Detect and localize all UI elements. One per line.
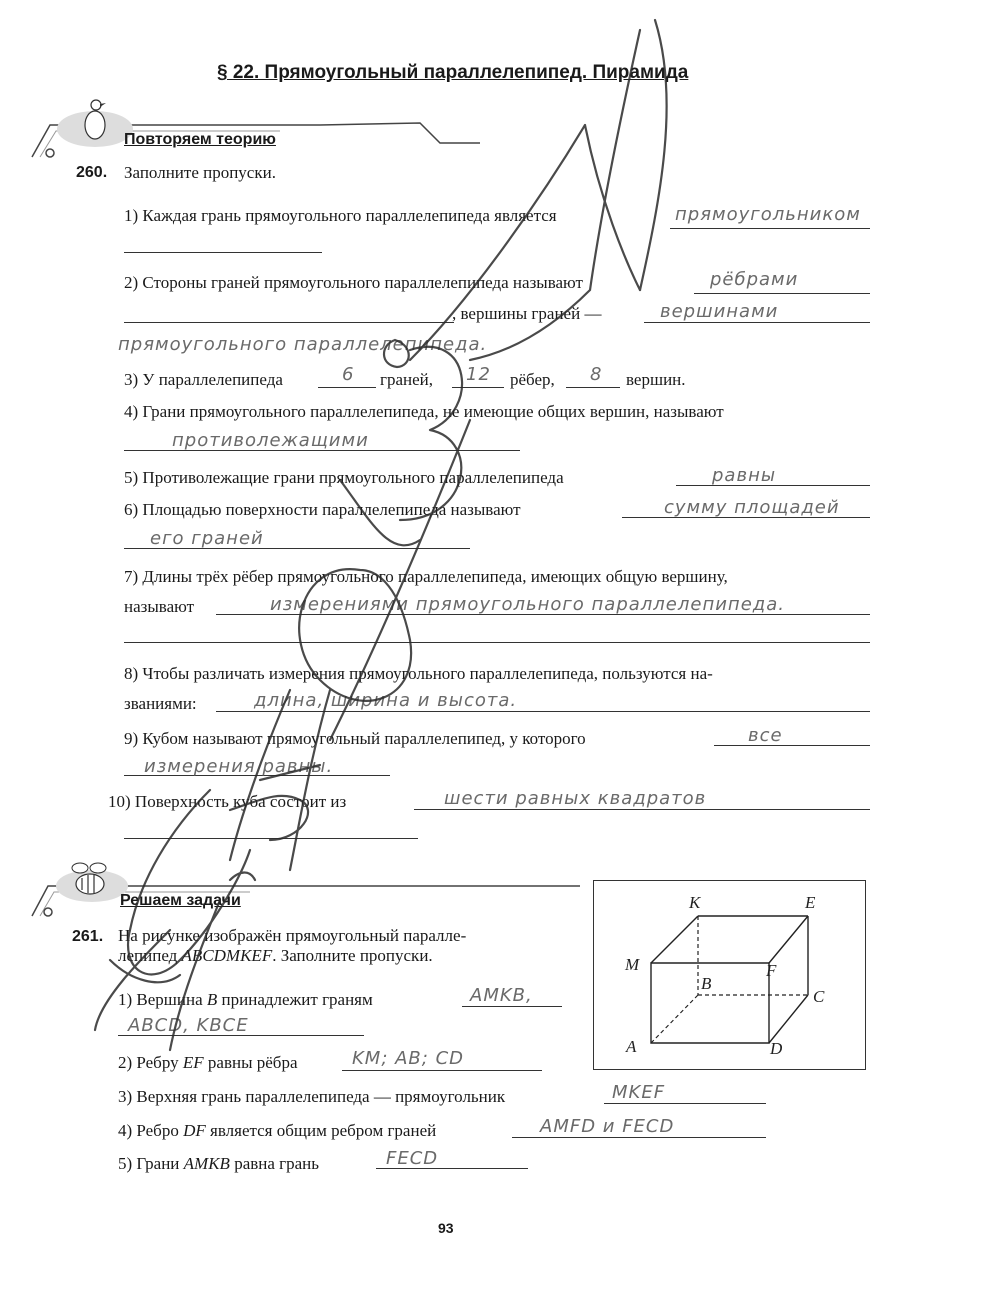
answer-9b: измерения равны.	[144, 756, 334, 777]
item-8-text-a: 8) Чтобы различать измерения прямоугольного параллелепипеда, пользуются на-	[124, 664, 713, 683]
label-A: A	[626, 1037, 637, 1056]
item-6-text: 6) Площадью поверхности параллелепипеда называют	[124, 500, 521, 519]
item-10-text: 10) Поверхность куба состоит из	[108, 792, 347, 811]
label-C: C	[813, 987, 825, 1006]
section-heading-theory: Повторяем теорию	[124, 131, 276, 148]
answer-261-1a: AMKB,	[470, 985, 533, 1006]
answer-7: измерениями прямоугольного параллелепипеда.	[270, 594, 785, 615]
task-number-260: 260.	[76, 164, 108, 181]
answer-10: шести равных квадратов	[444, 788, 707, 809]
answer-4: противолежащими	[172, 430, 369, 451]
task-number-261: 261.	[72, 928, 104, 945]
answer-9a: все	[748, 725, 783, 746]
item-7-text-a: 7) Длины трёх рёбер прямоугольного параллелепипеда, имеющих общую вершину,	[124, 567, 728, 586]
answer-261-5: FECD	[386, 1148, 439, 1169]
answer-261-4: AMFD и FECD	[540, 1116, 675, 1137]
item-9-text: 9) Кубом называют прямоугольный параллелепипед, у которого	[124, 729, 586, 748]
item-3-text-d: вершин.	[626, 370, 686, 389]
answer-3a: 6	[342, 364, 355, 385]
label-B: B	[701, 974, 712, 993]
answer-1: прямоугольником	[675, 204, 861, 225]
answer-8: длина, ширина и высота.	[254, 690, 518, 711]
item-2-text: 2) Стороны граней прямоугольного параллелепипеда называют	[124, 273, 583, 292]
answer-3c: 8	[590, 364, 603, 385]
answer-2a: рёбрами	[710, 269, 799, 290]
label-E: E	[805, 893, 816, 912]
task261-item-2-text: 2) Ребру EF равны рёбра	[118, 1053, 298, 1072]
page-title: § 22. Прямоугольный параллелепипед. Пирамида	[217, 62, 689, 83]
label-M: M	[625, 955, 640, 974]
answer-6b: его граней	[150, 528, 264, 549]
label-F: F	[766, 961, 777, 980]
item-8-text-b: званиями:	[124, 694, 197, 713]
item-1-text: 1) Каждая грань прямоугольного параллелепипеда является	[124, 206, 557, 225]
answer-6a: сумму площадей	[664, 497, 840, 518]
item-4-text: 4) Грани прямоугольного параллелепипеда, не имеющие общих вершин, называют	[124, 402, 724, 421]
item-2-text-b: , вершины граней —	[452, 304, 602, 323]
answer-2b: вершинами	[660, 301, 779, 322]
task-text-261-a: На рисунке изображён прямоугольный паралле-	[118, 926, 467, 945]
page-number: 93	[438, 1220, 454, 1236]
item-5-text: 5) Противолежащие грани прямоугольного параллелепипеда	[124, 468, 564, 487]
item-7-text-b: называют	[124, 597, 195, 616]
label-D: D	[770, 1039, 783, 1058]
task261-item-5-text: 5) Грани AMKB равна грань	[118, 1154, 320, 1173]
answer-5: равны	[712, 465, 777, 486]
answer-2c: прямоугольного параллелепипеда.	[118, 334, 488, 355]
item-3-text-a: 3) У параллелепипеда	[124, 370, 283, 389]
answer-3b: 12	[466, 364, 491, 385]
answer-261-3: MKEF	[612, 1082, 666, 1103]
section-heading-problems: Решаем задачи	[120, 892, 241, 909]
task261-item-3-text: 3) Верхняя грань параллелепипеда — прямоугольник	[118, 1087, 506, 1106]
task-text-260: Заполните пропуски.	[124, 163, 276, 182]
item-3-text-c: рёбер,	[510, 370, 555, 389]
task261-item-1-text: 1) Вершина B принадлежит граням	[118, 990, 373, 1009]
answer-261-2: KM; AB; CD	[352, 1048, 464, 1069]
label-K: K	[689, 893, 701, 912]
task-text-261-b: лепипед ABCDMKEF. Заполните пропуски.	[118, 946, 433, 965]
item-3-text-b: граней,	[380, 370, 434, 389]
answer-261-1b: ABCD, KBCE	[128, 1015, 249, 1036]
task261-item-4-text: 4) Ребро DF является общим ребром граней	[118, 1121, 437, 1140]
